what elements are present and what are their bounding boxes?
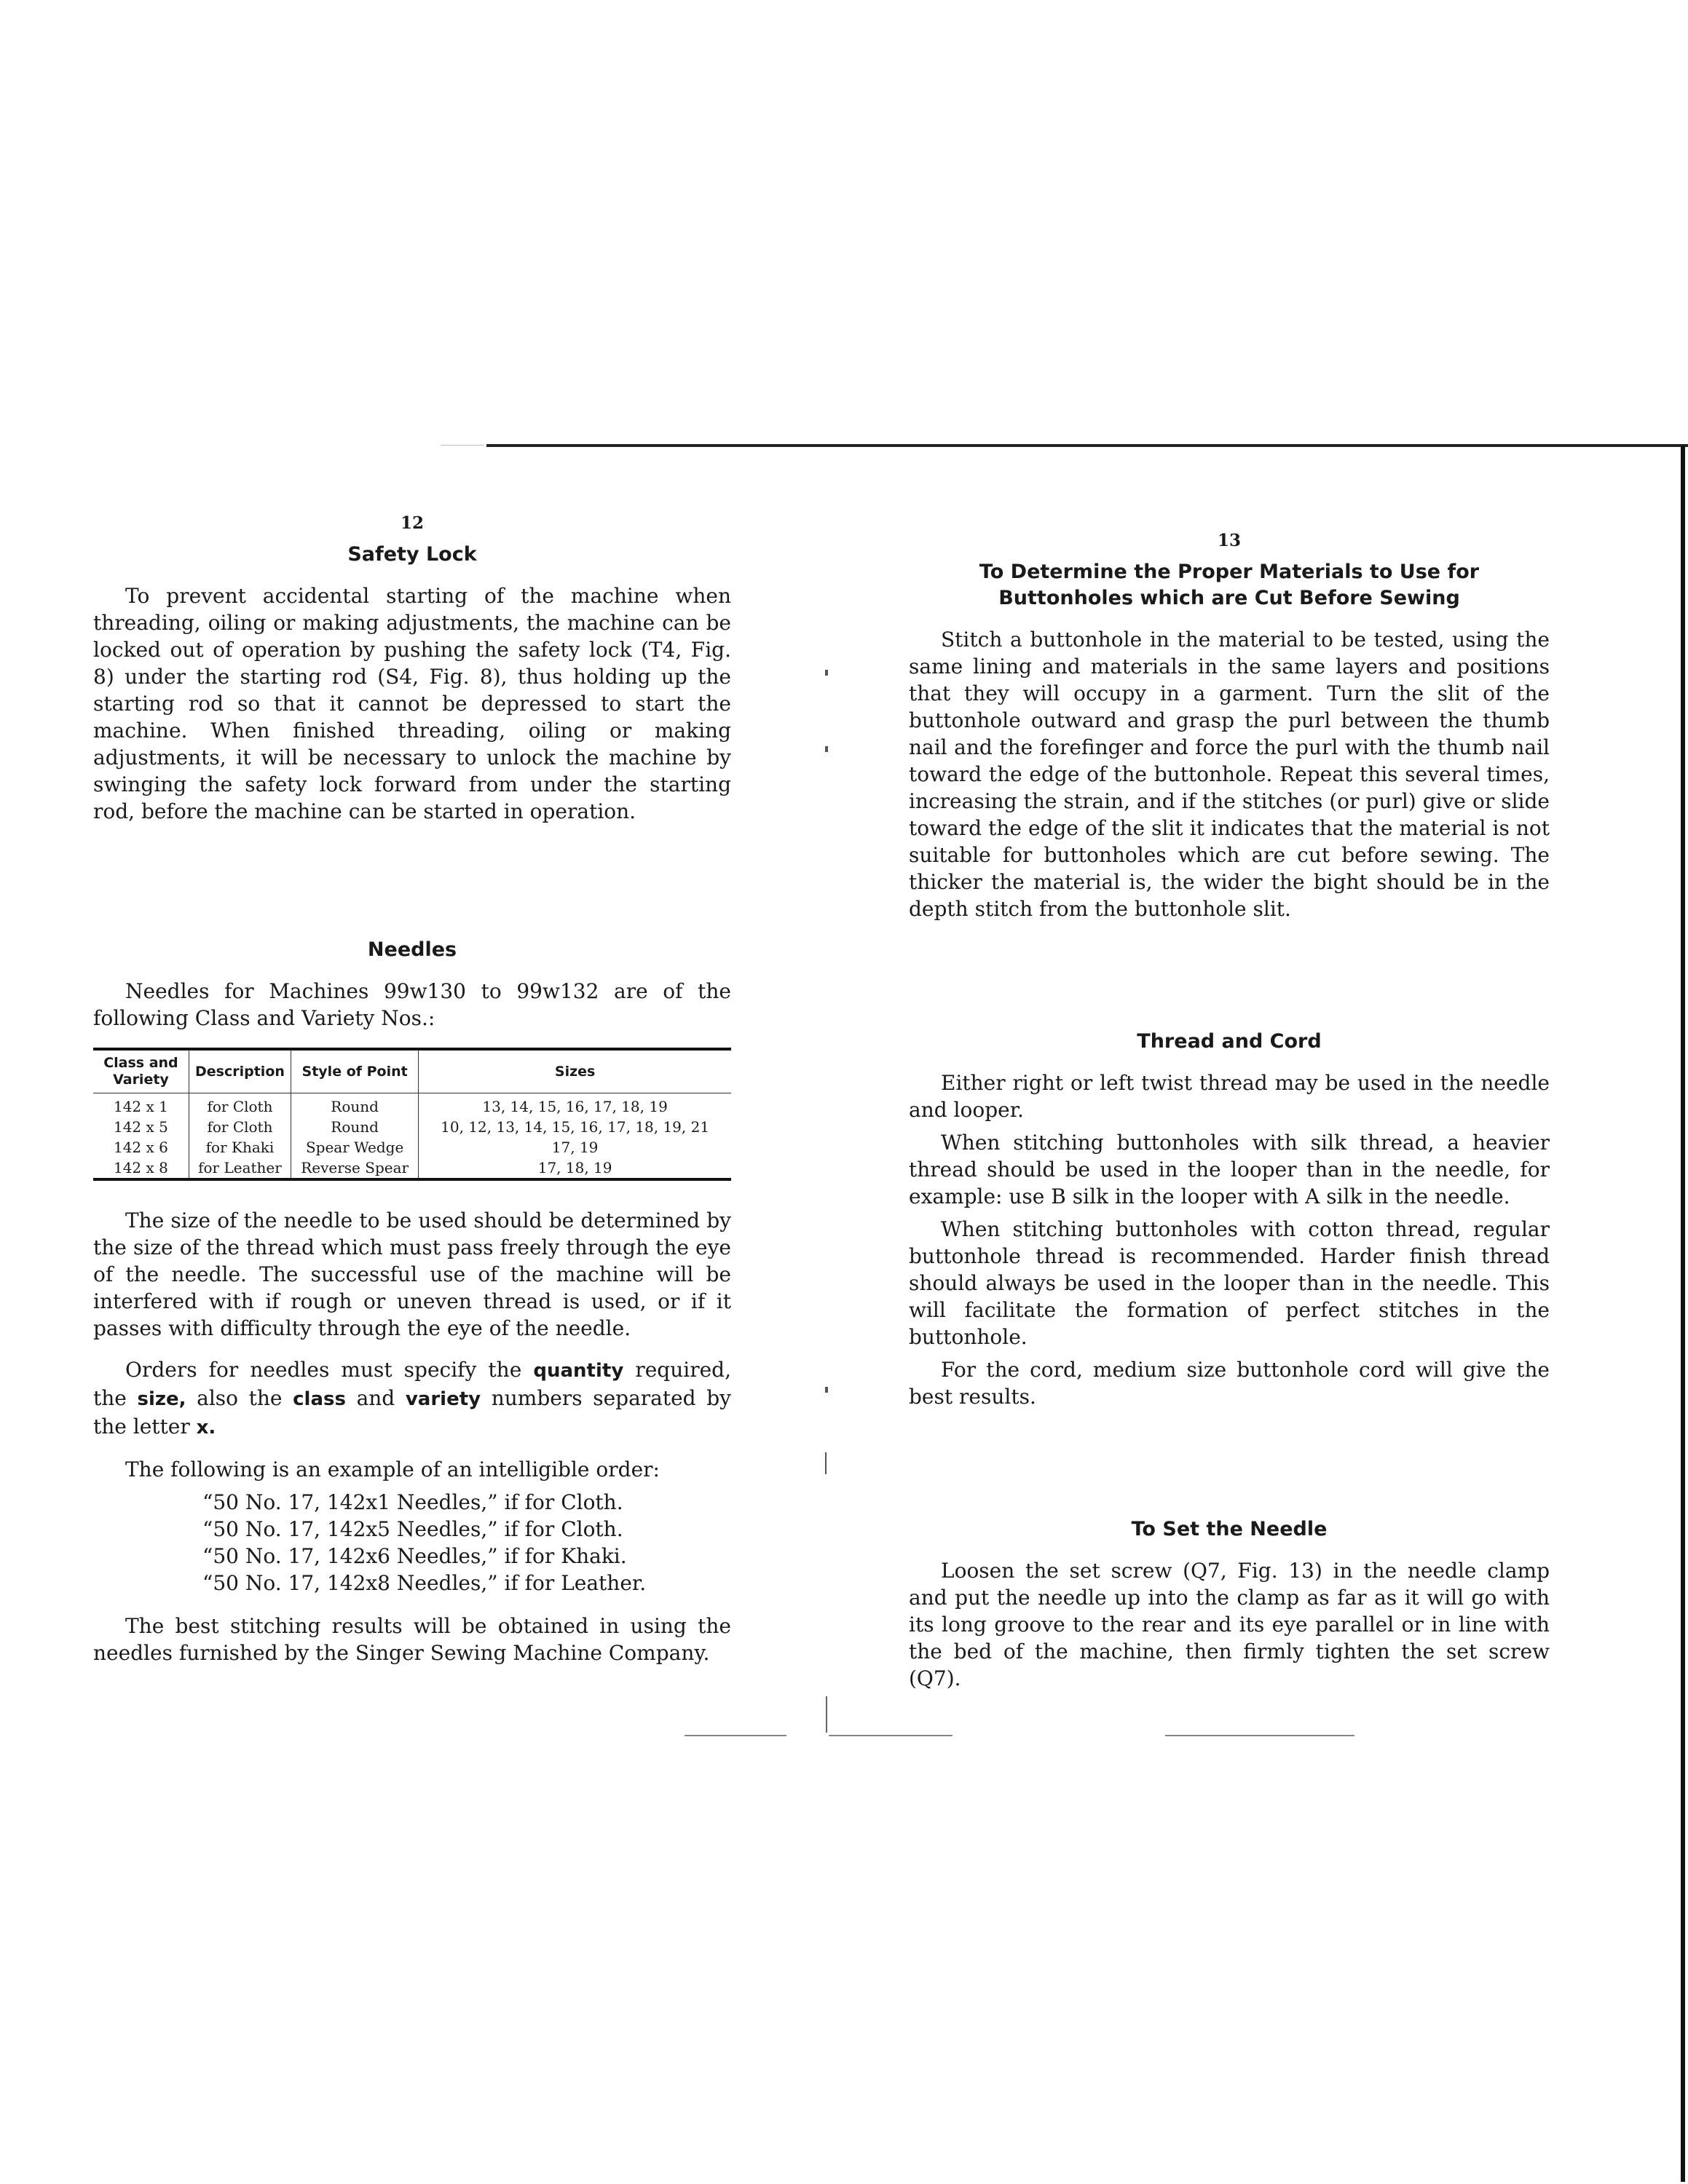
table-row [93, 1137, 731, 1158]
thread-paragraph: Either right or left twist thread may be used in the needle and looper. [909, 1071, 1550, 1122]
materials-text: Stitch a buttonhole in the material to be tested, using the same lining and materials in the same layers and positions that they will occupy in a garment. Turn the slit of the buttonhole outward and grasp the purl between the thumb nail and the forefinger and force the purl with the thumb nail toward the edge of the buttonhole. Repeat this several times, increasing the strain, and if the stitches (or purl) give or slide toward the edge of the slit it indicates that the material is not suitable for buttonholes which are cut before sewing. The thicker the material is, the wider the bight should be in the depth stitch from the buttonhole slit. [909, 628, 1550, 921]
example-intro: The following is an example of an intelligible order: [125, 1457, 660, 1481]
keyword-variety: variety [405, 1388, 481, 1410]
needle-table [93, 1048, 731, 1181]
order-example: “50 No. 17, 142x8 Needles,” if for Leather. [202, 1571, 647, 1595]
table-cell: 17, 19 [419, 1137, 731, 1158]
table-cell: 142 x 1 [113, 1098, 168, 1115]
materials-heading [909, 559, 1550, 612]
set-needle-heading: To Set the Needle [1131, 1518, 1328, 1540]
set-needle-text: Loosen the set screw (Q7, Fig. 13) in the needle clamp and put the needle up into the clamp as far as it will go with its long groove to the rear and its eye parallel or in line with the bed of the machine, then firmly tighten the set screw (Q7). [909, 1559, 1550, 1690]
table-cell: Reverse Spear [291, 1158, 419, 1179]
order-examples [202, 1489, 731, 1597]
scan-artifact [685, 1735, 786, 1736]
column-header: Style of Point [291, 1049, 419, 1093]
table-cell: 13, 14, 15, 16, 17, 18, 19 [419, 1093, 731, 1117]
page-number: 13 [1217, 531, 1241, 550]
top-rule [486, 444, 1688, 447]
materials-heading-line2: Buttonholes which are Cut Before Sewing [998, 587, 1460, 609]
thread-paragraph: For the cord, medium size buttonhole cord will give the best results. [909, 1358, 1550, 1409]
table-cell: Spear Wedge [291, 1137, 419, 1158]
table-cell: Round [291, 1117, 419, 1137]
page-number: 12 [400, 513, 424, 533]
safety-lock-heading: Safety Lock [347, 543, 477, 566]
thread-paragraph: When stitching buttonholes with cotton thread, regular buttonhole thread is recommended. Harder finish thread should always be used in the looper than in the needle. This will facilitate the formation of perfect stitches in the buttonhole. [909, 1217, 1550, 1349]
table-cell: 10, 12, 13, 14, 15, 16, 17, 18, 19, 21 [419, 1117, 731, 1137]
scan-artifact [1165, 1735, 1354, 1736]
keyword-class: class [293, 1388, 346, 1410]
table-row [93, 1158, 731, 1179]
table-cell: for Leather [189, 1158, 291, 1179]
column-header: Class and Variety [93, 1049, 189, 1093]
table-cell: Round [291, 1093, 419, 1117]
scan-artifact [829, 1735, 953, 1736]
safety-lock-text: To prevent accidental starting of the machine when threading, oiling or making adjustments, the machine can be locked out of operation by pushing the safety lock (T4, Fig. 8) under the starting rod (S4, Fig. 8), thus holding up the starting rod so that it cannot be depressed to start the machine. When finished threading, oiling or making adjustments, it will be necessary to unlock the machine by swinging the safety lock forward from under the starting rod, before the machine can be started in operation. [93, 584, 731, 823]
page-edge-shadow [1681, 446, 1685, 2182]
column-header: Description [189, 1049, 291, 1093]
left-page [93, 510, 731, 1666]
orders-paragraph: Orders for needles must specify the quantity required, the size, also the class and variety numbers separated by the letter x. [93, 1358, 731, 1439]
table-cell: for Khaki [189, 1137, 291, 1158]
right-page [909, 527, 1550, 1692]
margin-mark [825, 746, 828, 752]
materials-heading-line1: To Determine the Proper Materials to Use for [979, 561, 1480, 583]
top-rule-faint [441, 445, 484, 446]
margin-mark [825, 1387, 828, 1393]
table-row [93, 1093, 731, 1117]
keyword-quantity: quantity [533, 1360, 624, 1382]
needles-intro: Needles for Machines 99w130 to 99w132 are of the following Class and Variety Nos.: [93, 979, 731, 1030]
table-cell: 17, 18, 19 [419, 1158, 731, 1179]
order-example: “50 No. 17, 142x5 Needles,” if for Cloth. [202, 1517, 623, 1541]
table-row [93, 1117, 731, 1137]
keyword-size: size, [137, 1388, 186, 1410]
column-header: Sizes [419, 1049, 731, 1093]
keyword-letter-x: x. [196, 1417, 216, 1439]
order-example: “50 No. 17, 142x6 Needles,” if for Khaki. [202, 1544, 627, 1568]
margin-mark [825, 1452, 827, 1474]
table-cell: 142 x 5 [113, 1118, 168, 1136]
margin-mark [825, 670, 828, 676]
closing-paragraph: The best stitching results will be obtained in using the needles furnished by the Singer Sewing Machine Company. [93, 1614, 731, 1665]
table-cell: for Cloth [189, 1117, 291, 1137]
table-header-row [93, 1049, 731, 1093]
order-example: “50 No. 17, 142x1 Needles,” if for Cloth. [202, 1490, 623, 1514]
gutter-line [826, 1696, 827, 1733]
thread-cord-heading: Thread and Cord [1137, 1030, 1322, 1053]
thread-paragraph: When stitching buttonholes with silk thread, a heavier thread should be used in the looper than in the needle, for example: use B silk in the looper with A silk in the needle. [909, 1131, 1550, 1208]
table-cell: for Cloth [189, 1093, 291, 1117]
table-cell: 142 x 6 [113, 1139, 168, 1156]
table-cell: 142 x 8 [113, 1159, 168, 1176]
needles-heading: Needles [367, 938, 457, 961]
needle-size-paragraph: The size of the needle to be used should be determined by the size of the thread which must pass freely through the eye of the needle. The successful use of the machine will be interfered with if rough or uneven thread is used, or if it passes with difficulty through the eye of the needle. [93, 1208, 731, 1340]
